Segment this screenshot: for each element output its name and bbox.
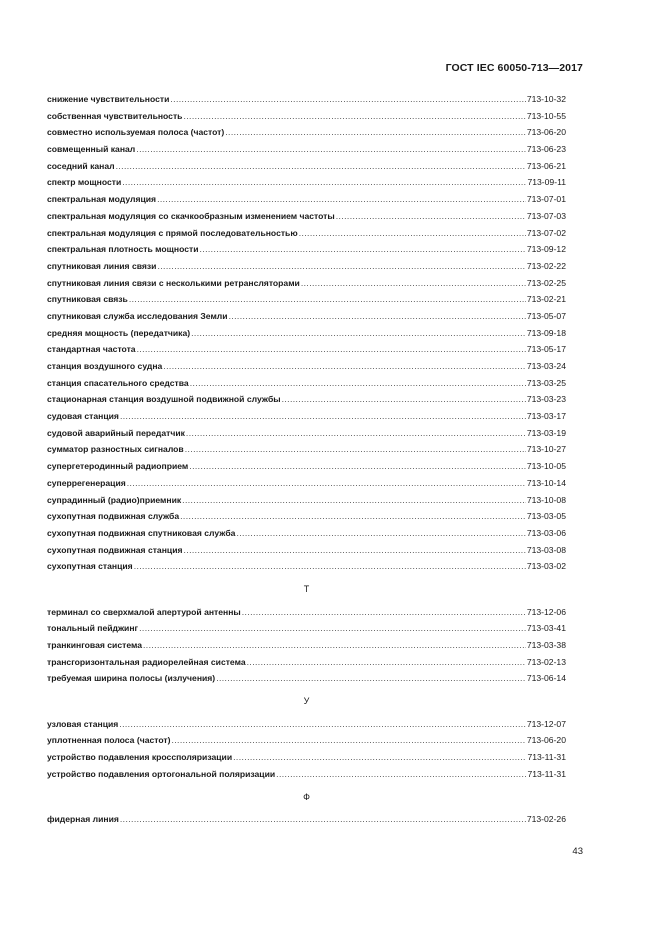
entry-code: 713-03-05 bbox=[526, 511, 566, 522]
entry-term: соседний канал bbox=[47, 160, 115, 171]
entry-term: собственная чувствительность bbox=[47, 110, 183, 121]
index-entry bbox=[47, 811, 566, 828]
page-number: 43 bbox=[572, 846, 583, 857]
dot-leader bbox=[129, 291, 526, 308]
dot-leader bbox=[170, 91, 525, 108]
entry-term: сухопутная подвижная служба bbox=[47, 511, 180, 522]
section-letter: Ф bbox=[303, 791, 310, 802]
dot-leader bbox=[139, 620, 526, 637]
index-entry bbox=[47, 308, 566, 325]
entry-term: тональный пейджинг bbox=[47, 623, 139, 634]
index-entry bbox=[47, 225, 566, 242]
index-entry bbox=[47, 191, 566, 208]
index-entry bbox=[47, 375, 566, 392]
entry-term: спектральная модуляция со скачкообразным изменением частоты bbox=[47, 210, 335, 221]
entry-term: стандартная частота bbox=[47, 344, 136, 355]
entry-code: 713-02-25 bbox=[526, 277, 566, 288]
index-entry bbox=[47, 458, 566, 475]
index-entry bbox=[47, 766, 566, 783]
dot-leader bbox=[216, 670, 526, 687]
entry-code: 713-10-08 bbox=[526, 494, 566, 505]
entry-code: 713-11-31 bbox=[527, 768, 566, 779]
entry-code: 713-02-26 bbox=[526, 814, 566, 825]
dot-leader bbox=[157, 191, 526, 208]
entry-code: 713-09-12 bbox=[526, 244, 566, 255]
index-section bbox=[47, 581, 566, 687]
index-entry bbox=[47, 108, 566, 125]
dot-leader bbox=[225, 124, 526, 141]
document-header: ГОСТ IEC 60050-713—2017 bbox=[445, 62, 583, 74]
entry-term: спутниковая линия связи с несколькими ретрансляторами bbox=[47, 277, 300, 288]
entry-code: 713-05-07 bbox=[526, 310, 566, 321]
entry-term: стационарная станция воздушной подвижной службы bbox=[47, 394, 281, 405]
entry-code: 713-09-11 bbox=[527, 177, 566, 188]
dot-leader bbox=[233, 749, 526, 766]
dot-leader bbox=[120, 408, 526, 425]
index-entry bbox=[47, 492, 566, 509]
index-entry bbox=[47, 525, 566, 542]
entry-code: 713-03-02 bbox=[526, 561, 566, 572]
entry-code: 713-07-02 bbox=[526, 227, 566, 238]
index-entry bbox=[47, 604, 566, 621]
index-section bbox=[47, 91, 566, 575]
entry-term: сухопутная станция bbox=[47, 561, 133, 572]
entry-code: 713-03-41 bbox=[526, 623, 566, 634]
index-entry bbox=[47, 637, 566, 654]
index-entry bbox=[47, 425, 566, 442]
entry-code: 713-03-08 bbox=[526, 544, 566, 555]
entry-code: 713-06-20 bbox=[526, 127, 566, 138]
index-entry bbox=[47, 475, 566, 492]
entry-code: 713-03-24 bbox=[526, 361, 566, 371]
dot-leader bbox=[134, 558, 526, 575]
index-section bbox=[47, 789, 566, 828]
entry-term: устройство подавления кроссполяризации bbox=[47, 752, 233, 763]
index-entry bbox=[47, 141, 566, 158]
section-letter: Т bbox=[303, 583, 310, 594]
entry-code: 713-12-06 bbox=[526, 606, 566, 617]
entry-code: 713-06-14 bbox=[526, 673, 566, 684]
dot-leader bbox=[190, 375, 526, 392]
entry-code: 713-10-55 bbox=[526, 110, 566, 121]
dot-leader bbox=[163, 358, 525, 375]
index-entry bbox=[47, 670, 566, 687]
entry-code: 713-03-19 bbox=[526, 427, 566, 438]
entry-term: станция спасательного средства bbox=[47, 377, 189, 388]
index-entry bbox=[47, 124, 566, 141]
index-entry bbox=[47, 620, 566, 637]
index-entry bbox=[47, 275, 566, 292]
index-entry bbox=[47, 441, 566, 458]
entry-term: станция воздушного судна bbox=[47, 361, 163, 371]
index-entry bbox=[47, 732, 566, 749]
entry-code: 713-03-38 bbox=[526, 640, 566, 650]
dot-leader bbox=[242, 604, 526, 621]
dot-leader bbox=[137, 341, 526, 358]
entry-code: 713-05-17 bbox=[526, 344, 566, 355]
entry-code: 713-03-06 bbox=[526, 527, 566, 538]
entry-code: 713-10-05 bbox=[526, 461, 566, 472]
entry-term: уплотненная полоса (частот) bbox=[47, 735, 171, 746]
dot-leader bbox=[120, 811, 526, 828]
index-entry bbox=[47, 542, 566, 559]
entry-term: сухопутная подвижная станция bbox=[47, 544, 183, 555]
entry-term: спутниковая линия связи bbox=[47, 260, 157, 271]
entry-term: суперрегенерация bbox=[47, 477, 126, 488]
index-entry bbox=[47, 258, 566, 275]
entry-term: снижение чувствительности bbox=[47, 94, 170, 104]
entry-term: сумматор разностных сигналов bbox=[47, 444, 184, 455]
dot-leader bbox=[180, 508, 526, 525]
entry-term: спектральная модуляция bbox=[47, 194, 157, 205]
entry-code: 713-02-22 bbox=[526, 260, 566, 271]
dot-leader bbox=[116, 158, 526, 175]
entry-term: устройство подавления ортогональной поляризации bbox=[47, 768, 276, 779]
entry-term: фидерная линия bbox=[47, 814, 119, 825]
index-entry bbox=[47, 325, 566, 342]
entry-code: 713-03-25 bbox=[526, 377, 566, 388]
entry-term: спектральная плотность мощности bbox=[47, 244, 199, 255]
entry-code: 713-07-03 bbox=[526, 210, 566, 221]
entry-code: 713-09-18 bbox=[526, 327, 566, 338]
index-entry bbox=[47, 508, 566, 525]
entry-term: спутниковая связь bbox=[47, 294, 128, 305]
entry-code: 713-03-17 bbox=[526, 411, 566, 422]
entry-term: супергетеродинный радиоприем bbox=[47, 461, 189, 472]
dot-leader bbox=[127, 475, 526, 492]
entry-term: спутниковая служба исследования Земли bbox=[47, 310, 228, 321]
dot-leader bbox=[276, 766, 526, 783]
dot-leader bbox=[282, 391, 526, 408]
entry-term: терминал со сверхмалой апертурой антенны bbox=[47, 606, 241, 617]
index-entry bbox=[47, 558, 566, 575]
index-content bbox=[47, 91, 566, 828]
entry-code: 713-06-21 bbox=[526, 160, 566, 171]
dot-leader bbox=[122, 174, 526, 191]
dot-leader bbox=[171, 732, 525, 749]
dot-leader bbox=[186, 425, 526, 442]
index-entry bbox=[47, 654, 566, 671]
entry-term: транкинговая система bbox=[47, 640, 143, 650]
entry-term: средняя мощность (передатчика) bbox=[47, 327, 191, 338]
entry-code: 713-10-27 bbox=[526, 444, 566, 455]
dot-leader bbox=[299, 225, 526, 242]
entry-code: 713-12-07 bbox=[526, 718, 566, 729]
dot-leader bbox=[184, 542, 526, 559]
entry-term: супрадинный (радио)приемник bbox=[47, 494, 182, 505]
entry-code: 713-10-32 bbox=[526, 94, 566, 104]
index-entry bbox=[47, 91, 566, 108]
dot-leader bbox=[119, 716, 526, 733]
entry-code: 713-06-20 bbox=[526, 735, 566, 746]
entry-term: узловая станция bbox=[47, 718, 119, 729]
section-letter: У bbox=[303, 696, 310, 707]
index-section bbox=[47, 693, 566, 782]
index-entry bbox=[47, 341, 566, 358]
entry-term: спектр мощности bbox=[47, 177, 122, 188]
entry-code: 713-11-31 bbox=[527, 752, 566, 763]
dot-leader bbox=[200, 241, 526, 258]
dot-leader bbox=[336, 208, 526, 225]
entry-code: 713-02-21 bbox=[526, 294, 566, 305]
entry-term: совместно используемая полоса (частот) bbox=[47, 127, 225, 138]
index-entry bbox=[47, 158, 566, 175]
entry-code: 713-06-23 bbox=[526, 144, 566, 155]
dot-leader bbox=[136, 141, 526, 158]
index-entry bbox=[47, 174, 566, 191]
entry-term: спектральная модуляция с прямой последовательностью bbox=[47, 227, 298, 238]
index-entry bbox=[47, 716, 566, 733]
entry-code: 713-03-23 bbox=[526, 394, 566, 405]
index-entry bbox=[47, 391, 566, 408]
entry-code: 713-10-14 bbox=[526, 477, 566, 488]
dot-leader bbox=[301, 275, 526, 292]
entry-term: трансгоризонтальная радиорелейная система bbox=[47, 656, 246, 667]
index-entry bbox=[47, 241, 566, 258]
entry-term: судовая станция bbox=[47, 411, 119, 422]
dot-leader bbox=[157, 258, 525, 275]
entry-term: сухопутная подвижная спутниковая служба bbox=[47, 527, 236, 538]
entry-term: совмещенный канал bbox=[47, 144, 136, 155]
index-entry bbox=[47, 291, 566, 308]
dot-leader bbox=[143, 637, 526, 654]
dot-leader bbox=[229, 308, 526, 325]
dot-leader bbox=[189, 458, 526, 475]
index-entry bbox=[47, 749, 566, 766]
index-entry bbox=[47, 208, 566, 225]
entry-term: требуемая ширина полосы (излучения) bbox=[47, 673, 216, 684]
index-entry bbox=[47, 358, 566, 375]
dot-leader bbox=[182, 492, 526, 509]
entry-code: 713-02-13 bbox=[526, 656, 566, 667]
dot-leader bbox=[183, 108, 525, 125]
index-entry bbox=[47, 408, 566, 425]
dot-leader bbox=[191, 325, 526, 342]
entry-code: 713-07-01 bbox=[526, 194, 566, 205]
entry-term: судовой аварийный передатчик bbox=[47, 427, 185, 438]
dot-leader bbox=[185, 441, 526, 458]
dot-leader bbox=[247, 654, 526, 671]
dot-leader bbox=[236, 525, 525, 542]
